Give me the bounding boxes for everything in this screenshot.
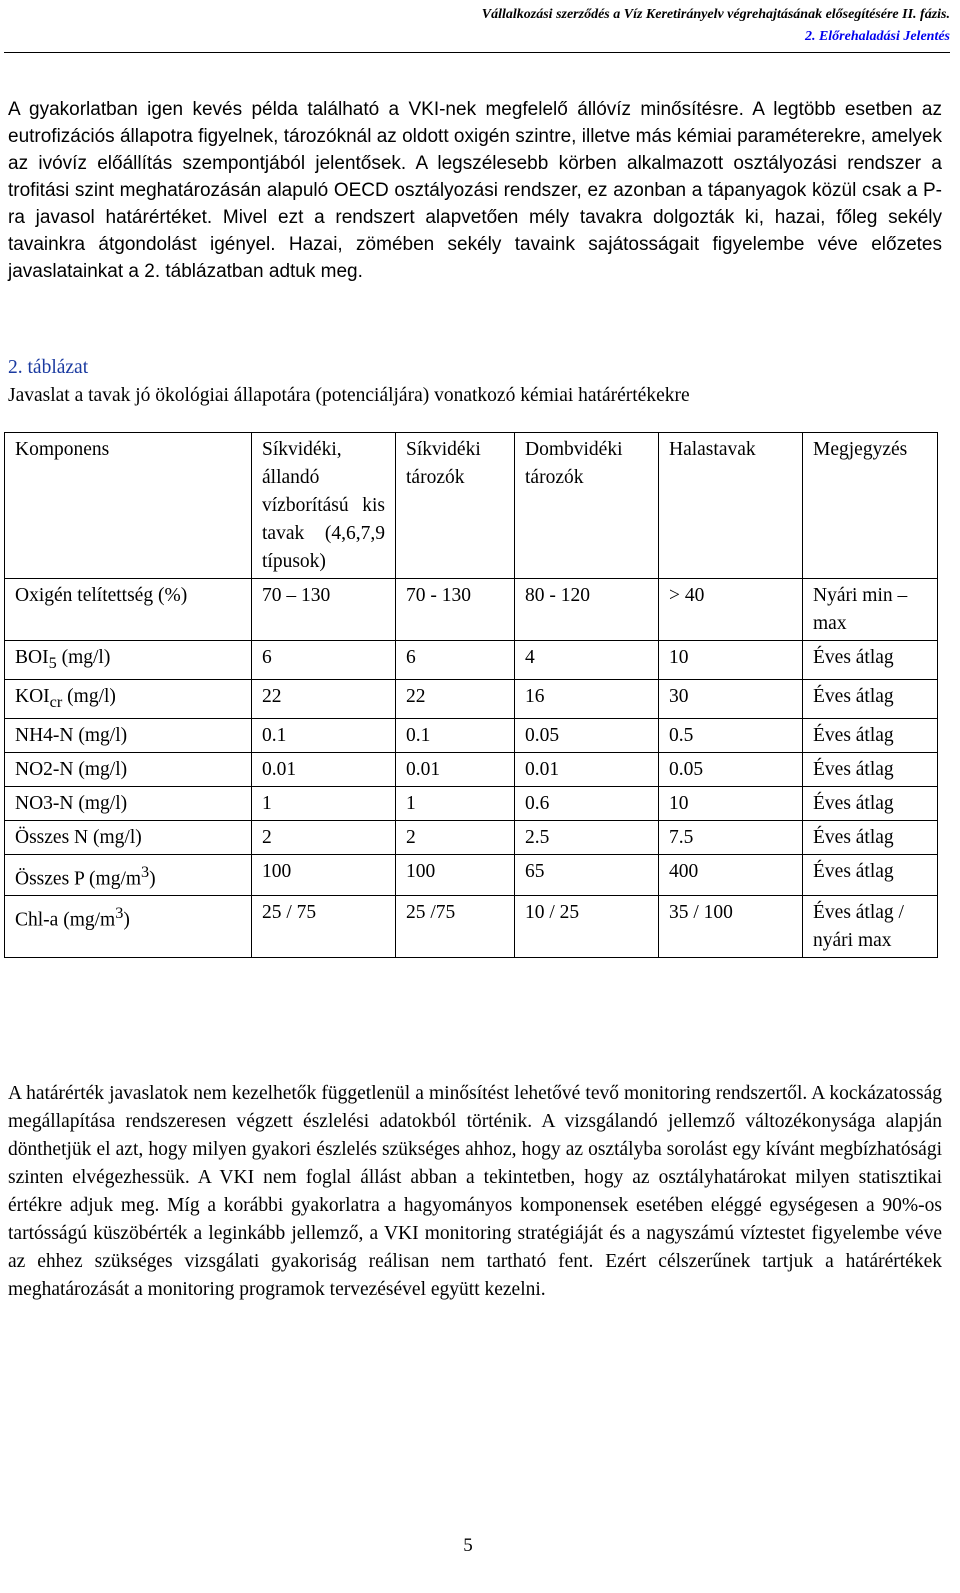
value-cell: 100 (252, 854, 396, 896)
table-row (5, 679, 938, 718)
value-cell: 100 (396, 854, 515, 896)
note-cell: Nyári min – max (803, 579, 938, 641)
note-cell: Éves átlag (803, 820, 938, 854)
header-cell: Síkvidéki, állandó vízborítású kis tavak (4,6,7,9 típusok) (252, 433, 396, 579)
value-cell: 25 /75 (396, 896, 515, 958)
header-cell: Síkvidéki tározók (396, 433, 515, 579)
table-row (5, 896, 938, 958)
note-cell: Éves átlag (803, 752, 938, 786)
running-header (0, 4, 950, 48)
value-cell: 2.5 (515, 820, 659, 854)
table-row (5, 820, 938, 854)
value-cell: 4 (515, 641, 659, 680)
value-cell: 1 (252, 786, 396, 820)
table-row (5, 579, 938, 641)
table-title: Javaslat a tavak jó ökológiai állapotára (potenciáljára) vonatkozó kémiai határértékekre (8, 385, 690, 406)
value-cell: 1 (396, 786, 515, 820)
table-caption (8, 354, 942, 410)
header-divider (4, 52, 950, 53)
table-row (5, 786, 938, 820)
value-cell: 2 (396, 820, 515, 854)
value-cell: 30 (659, 679, 803, 718)
note-cell: Éves átlag / nyári max (803, 896, 938, 958)
component-cell: Chl-a $(mg/m^3)$ (5, 896, 252, 958)
value-cell: 7.5 (659, 820, 803, 854)
value-cell: 0.01 (396, 752, 515, 786)
component-cell: NH4-N (mg/l) (5, 718, 252, 752)
limits-table (4, 432, 938, 958)
component-cell: Oxigén telítettség (%) (5, 579, 252, 641)
component-cell: Összes N (mg/l) (5, 820, 252, 854)
value-cell: 2 (252, 820, 396, 854)
value-cell: 0.01 (252, 752, 396, 786)
header-title: Vállalkozási szerződés a Víz Keretirányelv végrehajtásának elősegítésére II. fázis. (481, 7, 950, 22)
value-cell: 16 (515, 679, 659, 718)
table-row (5, 854, 938, 896)
value-cell: 65 (515, 854, 659, 896)
value-cell: 25 / 75 (252, 896, 396, 958)
value-cell: 0.1 (396, 718, 515, 752)
value-cell: 6 (252, 641, 396, 680)
note-cell: Éves átlag (803, 679, 938, 718)
header-cell: Dombvidéki tározók (515, 433, 659, 579)
table-row (5, 752, 938, 786)
value-cell: 10 / 25 (515, 896, 659, 958)
value-cell: 22 (396, 679, 515, 718)
value-cell: 0.05 (515, 718, 659, 752)
table-row (5, 641, 938, 680)
table-header-row (5, 433, 938, 579)
component-cell: NO2-N (mg/l) (5, 752, 252, 786)
header-cell: Komponens (5, 433, 252, 579)
value-cell: 70 – 130 (252, 579, 396, 641)
value-cell: 0.6 (515, 786, 659, 820)
value-cell: 0.05 (659, 752, 803, 786)
header-cell: Megjegyzés (803, 433, 938, 579)
value-cell: > 40 (659, 579, 803, 641)
table-number: 2. táblázat (8, 357, 89, 378)
component-cell: NO3-N (mg/l) (5, 786, 252, 820)
value-cell: 0.5 (659, 718, 803, 752)
header-report-link[interactable]: 2. Előrehaladási Jelentés (804, 29, 950, 44)
table-row (5, 718, 938, 752)
value-cell: 10 (659, 786, 803, 820)
header-cell: Halastavak (659, 433, 803, 579)
value-cell: 70 - 130 (396, 579, 515, 641)
value-cell: 0.01 (515, 752, 659, 786)
note-cell: Éves átlag (803, 854, 938, 896)
component-cell: Összes P $(mg/m^3)$ (5, 854, 252, 896)
value-cell: 6 (396, 641, 515, 680)
value-cell: 35 / 100 (659, 896, 803, 958)
intro-paragraph: A gyakorlatban igen kevés példa található a VKI-nek megfelelő állóvíz minősítésre. A legtöbb esetben az eutrofizációs állapotra figyelnek, tározóknál az oldott oxigén szintre, illetve más kémiai paraméterekre, amelyek az ivóvíz előállítás szempontjából jelentősek. A legszélesebb körben alkalmazott osztályozási rendszer a trofitási szint meghatározásán alapuló OECD osztályozási rendszer, ez azonban a tápanyagok közül csak a P-ra javasol határértéket. Mivel ezt a rendszert alapvetően mély tavakra dolgozták ki, hazai, főleg sekély tavainkra átgondolást igényel. Hazai, zömében sekély tavaink sajátosságait figyelembe véve előzetes javaslatainkat a 2. táblázatban adtuk meg. (8, 99, 942, 282)
value-cell: 80 - 120 (515, 579, 659, 641)
component-cell: $KOI_{cr}$ (mg/l) (5, 679, 252, 718)
value-cell: 400 (659, 854, 803, 896)
note-cell: Éves átlag (803, 641, 938, 680)
value-cell: 10 (659, 641, 803, 680)
value-cell: 22 (252, 679, 396, 718)
value-cell: 0.1 (252, 718, 396, 752)
component-cell: $BOI_5$ (mg/l) (5, 641, 252, 680)
closing-paragraph: A határérték javaslatok nem kezelhetők függetlenül a minősítést lehetővé tevő monitoring rendszertől. A kockázatosság megállapítása rendszeresen végzett észlelési adatokból történik. A vizsgálandó jellemző változékonysága alapján dönthetjük el azt, hogy milyen gyakori észlelés szükséges ahhoz, hogy az osztályba sorolást egy kívánt megbízhatósági szinten elvégezhessük. A VKI nem foglal állást abban a tekintetben, hogy az osztályhatárokat milyen statisztikai értékre adjuk meg. Míg a korábbi gyakorlatra a hagyományos komponensek esetében eléggé egységesen a 90%-os tartósságú küszöbérték a leginkább jellemző, a VKI monitoring stratégiáját és a nagyszámú víztestet figyelembe véve az ehhez szükséges vizsgálati gyakoriság reálisan nem tartható fent. Ezért célszerűnek tartjuk a határértékek meghatározását a monitoring programok tervezésével együtt kezelni. (8, 1083, 942, 1300)
page-number: 5 (463, 1535, 473, 1556)
note-cell: Éves átlag (803, 786, 938, 820)
note-cell: Éves átlag (803, 718, 938, 752)
